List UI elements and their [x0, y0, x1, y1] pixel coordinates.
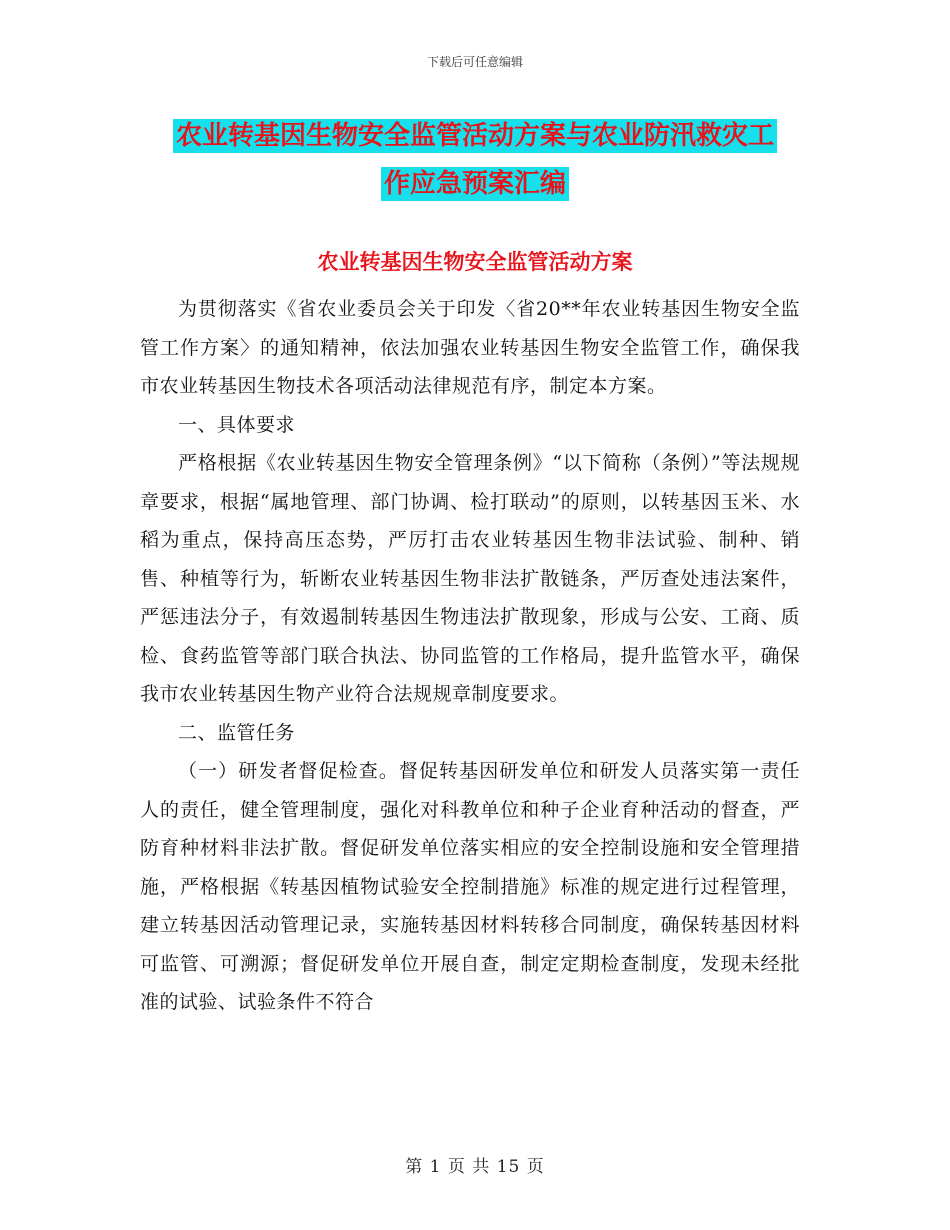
document-title-line-2: 作应急预案汇编	[381, 167, 569, 201]
heading-tasks: 二、监管任务	[178, 721, 296, 744]
heading-requirements: 一、具体要求	[178, 413, 296, 436]
body-text	[140, 290, 800, 1022]
paragraph-intro: 为贯彻落实《省农业委员会关于印发〈省20**年农业转基因生物安全监管工作方案〉的通知精神，依法加强农业转基因生物安全监管工作，确保我市农业转基因生物技术各项活动法律规范有序，制定本方案。	[140, 298, 800, 397]
section-title: 农业转基因生物安全监管活动方案	[317, 249, 633, 274]
page-header-note: 下载后可任意编辑	[426, 55, 523, 69]
paragraph-requirements: 严格根据《农业转基因生物安全管理条例》“以下简称（条例）”等法规规章要求，根据“属地管理、部门协调、检打联动”的原则，以转基因玉米、水稻为重点，保持高压态势，严厉打击农业转基因生物非法试验、制种、销售、种植等行为，斩断农业转基因生物非法扩散链条，严厉查处违法案件，严惩违法分子，有效遏制转基因生物违法扩散现象，形成与公安、工商、质检、食药监管等部门联合执法、协同监管的工作格局，提升监管水平，确保我市农业转基因生物产业符合法规规章制度要求。	[140, 452, 800, 705]
document-title	[0, 112, 950, 208]
paragraph-task-1: （一）研发者督促检查。督促转基因研发单位和研发人员落实第一责任人的责任，健全管理制度，强化对科教单位和种子企业育种活动的督查，严防育种材料非法扩散。督促研发单位落实相应的安全控制设施和安全管理措施，严格根据《转基因植物试验安全控制措施》标准的规定进行过程管理，建立转基因活动管理记录，实施转基因材料转移合同制度，确保转基因材料可监管、可溯源；督促研发单位开展自查，制定定期检查制度，发现未经批准的试验、试验条件不符合	[140, 760, 800, 1013]
page-number-footer: 第 1 页 共 15 页	[405, 1157, 545, 1177]
document-title-line-1: 农业转基因生物安全监管活动方案与农业防汛救灾工	[173, 119, 777, 153]
